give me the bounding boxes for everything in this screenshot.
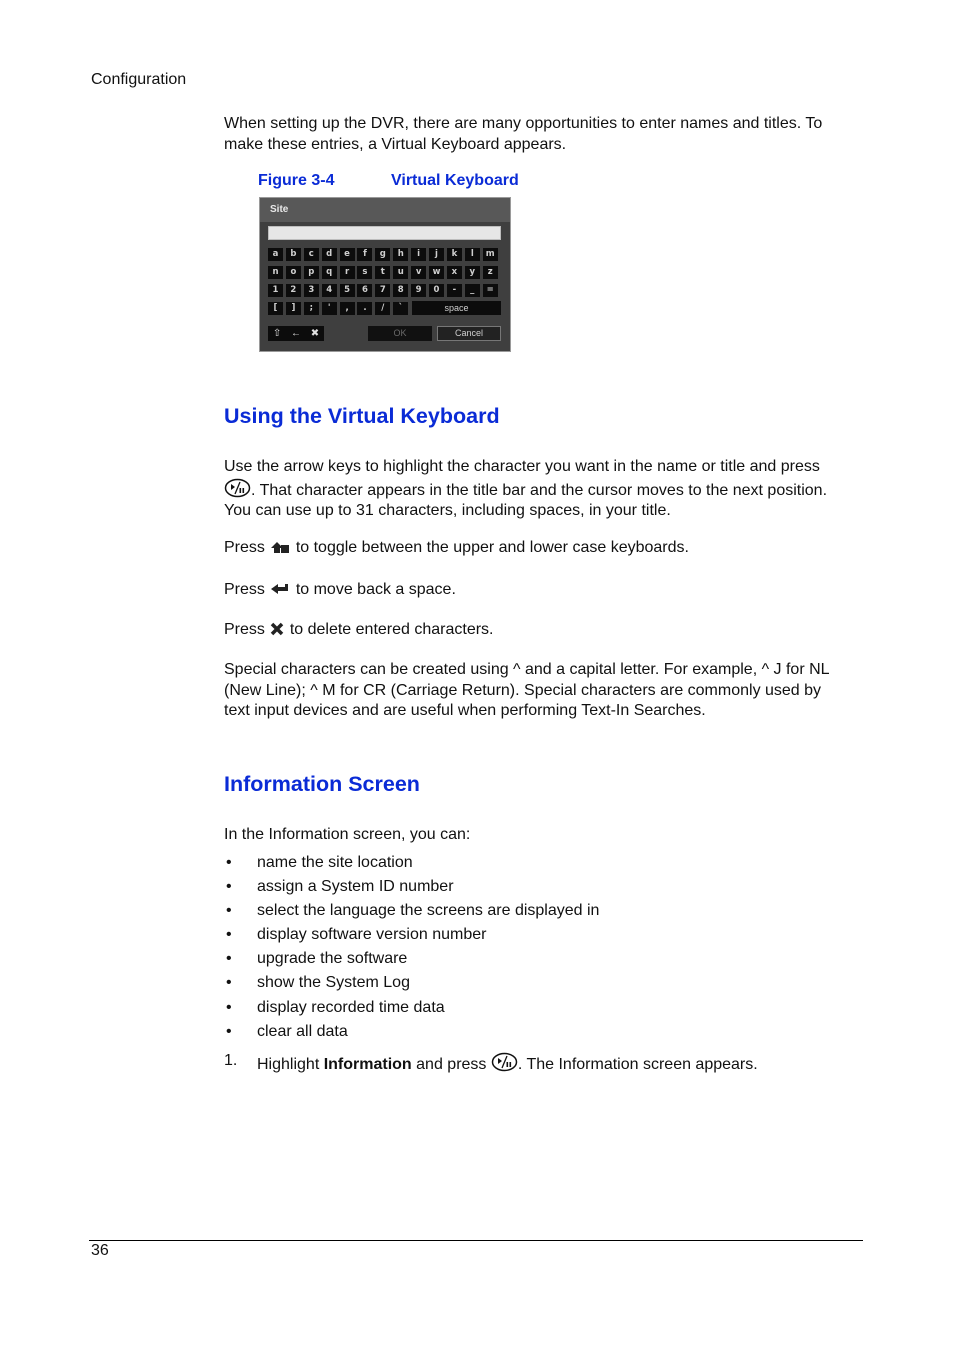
press-word: Press: [224, 539, 265, 556]
key: 0: [429, 284, 444, 297]
bullet: •: [226, 1023, 232, 1040]
key: u: [393, 266, 408, 279]
keyboard-row-2: [268, 266, 501, 279]
enter-play-icon: [491, 1052, 518, 1072]
key: h: [393, 248, 408, 261]
key: k: [447, 248, 462, 261]
key: 7: [375, 284, 390, 297]
keyboard-row-1: [268, 248, 501, 261]
key: q: [322, 266, 337, 279]
step-bold: Information: [323, 1056, 412, 1073]
key: c: [304, 248, 319, 261]
key: /: [375, 302, 390, 315]
key: f: [357, 248, 372, 261]
key: r: [340, 266, 355, 279]
key: 4: [322, 284, 337, 297]
paragraph-line: (New Line); ^ M for CR (Carriage Return). Special characters are commonly used by: [224, 681, 822, 699]
key: j: [429, 248, 444, 261]
intro-paragraph: [224, 114, 864, 155]
paragraph-text: to move back a space.: [295, 581, 456, 598]
key: d: [322, 248, 337, 261]
bullet: •: [226, 999, 232, 1016]
paragraph-line-text: . That character appears in the title bar and the cursor moves to the next position.: [251, 481, 828, 499]
keyboard-row-3: [268, 284, 501, 297]
key: o: [286, 266, 301, 279]
virtual-keyboard-figure: [259, 197, 511, 352]
key: 3: [304, 284, 319, 297]
key: b: [286, 248, 301, 261]
section-heading: Information Screen: [224, 772, 420, 796]
key: .: [357, 302, 372, 315]
paragraph-line: You can use up to 31 characters, including spaces, in your title.: [224, 502, 671, 519]
key: 6: [357, 284, 372, 297]
key: `: [393, 302, 408, 315]
list-item: upgrade the software: [257, 950, 408, 967]
key: a: [268, 248, 283, 261]
page-number: 36: [91, 1242, 109, 1259]
cancel-button: Cancel: [437, 326, 501, 341]
intro-line: When setting up the DVR, there are many opportunities to enter names and titles. To: [224, 115, 823, 132]
list-item: clear all data: [257, 1023, 348, 1040]
list-item: show the System Log: [257, 974, 410, 991]
key: ;: [304, 302, 319, 315]
key: 1: [268, 284, 283, 297]
paragraph-line: Special characters can be created using ^ and a capital letter. For example, ^ J for NL: [224, 661, 830, 678]
step-number: 1.: [224, 1052, 238, 1069]
key: t: [375, 266, 390, 279]
figure-number: Figure 3-4: [258, 172, 335, 189]
key: 8: [393, 284, 408, 297]
key: -: [447, 284, 462, 297]
paragraph-text: to delete entered characters.: [289, 621, 494, 638]
key: e: [340, 248, 355, 261]
enter-play-icon: [224, 478, 251, 498]
step-text-part: and press: [411, 1056, 491, 1073]
key: [: [268, 302, 283, 315]
keyboard-tool-keys: [268, 326, 324, 341]
paragraph-line: text input devices and are useful when performing Text-In Searches.: [224, 702, 706, 719]
figure-title: Virtual Keyboard: [391, 172, 519, 189]
key: p: [304, 266, 319, 279]
delete-icon: ✖: [310, 328, 320, 339]
bullet: •: [226, 902, 232, 919]
delete-paragraph: [224, 620, 864, 641]
key: =: [483, 284, 498, 297]
key: ': [322, 302, 337, 315]
keyboard-row-4: [268, 302, 411, 315]
keyboard-text-field: [268, 226, 501, 240]
shift-icon: [269, 539, 291, 555]
shift-icon: ⇧: [272, 328, 282, 339]
paragraph-line: Use the arrow keys to highlight the character you want in the name or title and press: [224, 458, 820, 475]
shift-paragraph: [224, 538, 864, 559]
key: ]: [286, 302, 301, 315]
backspace-paragraph: [224, 580, 864, 601]
key: x: [447, 266, 462, 279]
key: l: [465, 248, 480, 261]
press-word: Press: [224, 621, 265, 638]
bullet: •: [226, 878, 232, 895]
key: y: [465, 266, 480, 279]
paragraph-text: to toggle between the upper and lower case keyboards.: [295, 539, 689, 556]
delete-icon: [269, 621, 285, 637]
key: 5: [340, 284, 355, 297]
key: 2: [286, 284, 301, 297]
intro-line: make these entries, a Virtual Keyboard appears.: [224, 135, 567, 153]
backspace-icon: [269, 581, 291, 597]
key: i: [411, 248, 426, 261]
arrow-keys-paragraph: [224, 457, 864, 522]
bullet: •: [226, 974, 232, 991]
key: m: [483, 248, 498, 261]
bullet: •: [226, 950, 232, 967]
step-text: [257, 1052, 758, 1074]
step-text-part: . The Information screen appears.: [517, 1056, 758, 1073]
key: s: [357, 266, 372, 279]
key: 9: [411, 284, 426, 297]
list-item: name the site location: [257, 854, 413, 871]
ok-button: OK: [368, 326, 432, 341]
bullet: •: [226, 854, 232, 871]
key: g: [375, 248, 390, 261]
list-item: assign a System ID number: [257, 878, 454, 895]
section-intro: In the Information screen, you can:: [224, 826, 471, 843]
list-item: display software version number: [257, 926, 487, 943]
backspace-icon: ←: [290, 328, 301, 339]
key: z: [483, 266, 498, 279]
list-item: display recorded time data: [257, 999, 445, 1016]
section-heading: Using the Virtual Keyboard: [224, 404, 500, 428]
key: w: [429, 266, 444, 279]
list-item: select the language the screens are displayed in: [257, 902, 600, 919]
keyboard-title: Site: [260, 198, 510, 222]
space-key: space: [412, 301, 501, 315]
key: n: [268, 266, 283, 279]
key: _: [465, 284, 480, 297]
running-header: Configuration: [91, 71, 187, 88]
key: v: [411, 266, 426, 279]
key: ,: [340, 302, 355, 315]
press-word: Press: [224, 581, 265, 598]
bullet: •: [226, 926, 232, 943]
special-characters-paragraph: [224, 660, 864, 722]
footer-rule: [89, 1240, 863, 1241]
paragraph-line-with-icon: [224, 478, 864, 502]
step-text-part: Highlight: [257, 1056, 324, 1073]
